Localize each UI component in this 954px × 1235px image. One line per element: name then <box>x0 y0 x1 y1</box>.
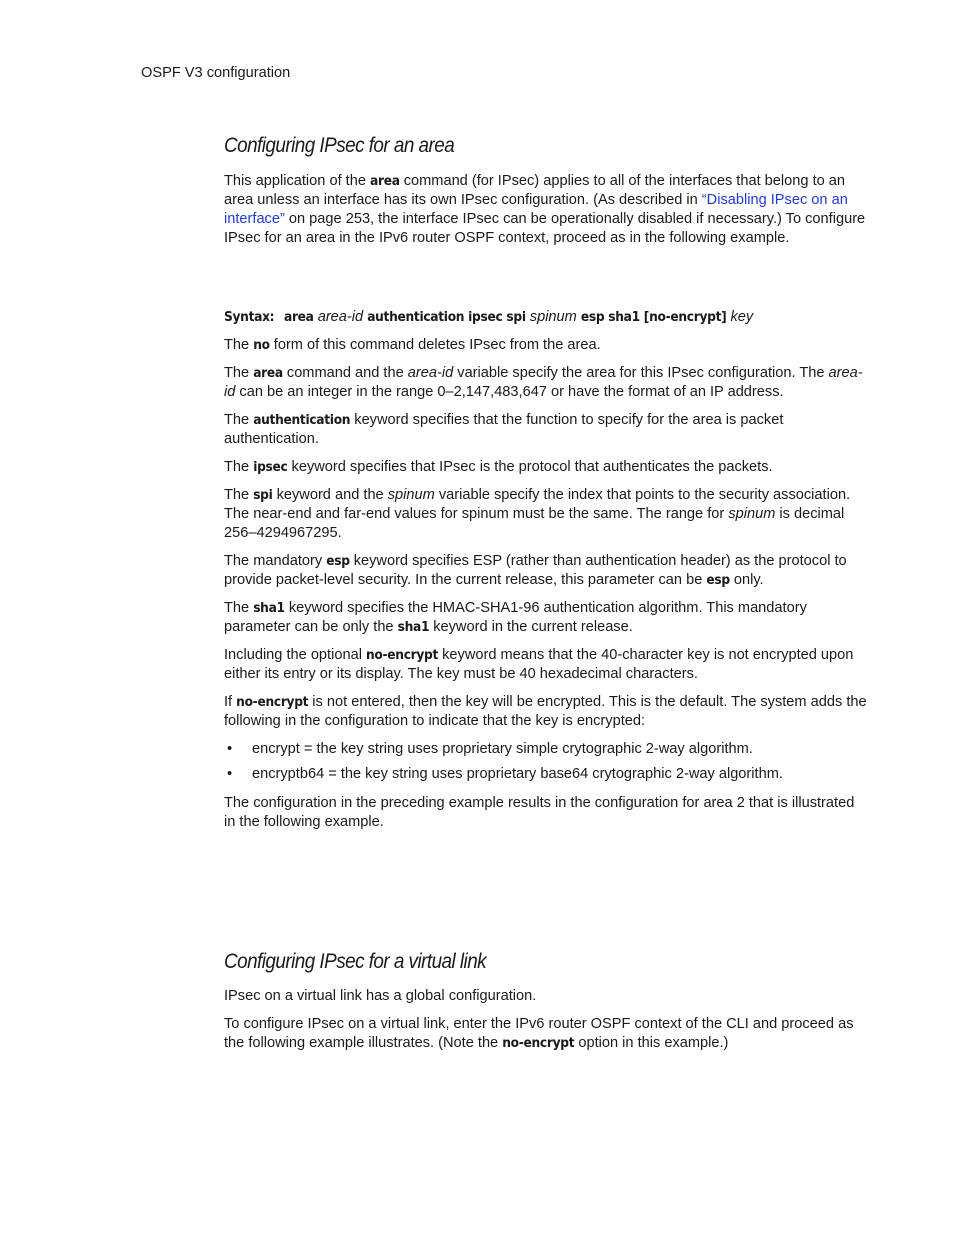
paragraph-authentication: The authentication keyword specifies that the function to specify for the area is packet authentication. <box>224 412 784 447</box>
running-head: OSPF V3 configuration <box>141 65 291 81</box>
paragraph-area: The area command and the area-id variable specify the area for this IPsec configuration. The area-id can be an integer in the range 0–2,147,483,647 or have the format of an IP address. <box>224 365 863 400</box>
paragraph-no: The no form of this command deletes IPsec from the area. <box>224 337 601 353</box>
paragraph-virtual-link-global: IPsec on a virtual link has a global configuration. <box>224 988 537 1004</box>
paragraph-esp: The mandatory esp keyword specifies ESP (rather than authentication header) as the protocol to provide packet-level security. In the current release, this parameter can be esp only. <box>224 553 847 588</box>
paragraph-virtual-link-configure: To configure IPsec on a virtual link, enter the IPv6 router OSPF context of the CLI and proceed as the following example illustrates. (Note the no-encrypt option in this example.) <box>224 1016 854 1051</box>
syntax-label: Syntax: <box>224 309 275 325</box>
area-intro-paragraph: This application of the area command (for IPsec) applies to all of the interfaces that belong to an area unless an interface has its own IPsec configuration. (As described in “Disabling IPsec on an interface” on page 253, the interface IPsec can be operationally disabled if necessary.) To configure IPsec for an area in the IPv6 router OSPF context, proceed as in the following example. <box>224 173 866 246</box>
section-heading-area: Configuring IPsec for an area <box>224 134 455 157</box>
section-ipsec-area <box>224 133 868 159</box>
paragraph-sha1: The sha1 keyword specifies the HMAC-SHA1-96 authentication algorithm. This mandatory parameter can be only the sha1 keyword in the current release. <box>224 600 807 635</box>
paragraph-if-not-entered: If no-encrypt is not entered, then the key will be encrypted. This is the default. The system adds the following in the configuration to indicate that the key is encrypted: <box>224 694 867 729</box>
encryption-bullet-list <box>224 740 868 784</box>
paragraph-result: The configuration in the preceding example results in the configuration for area 2 that is illustrated in the following example. <box>224 795 855 830</box>
keyword-area: area <box>370 173 400 189</box>
disabling-ipsec-link[interactable]: “Disabling IPsec on an interface” <box>224 192 848 227</box>
section-ipsec-virtual-link <box>224 949 868 975</box>
paragraph-no-encrypt: Including the optional no-encrypt keyword means that the 40-character key is not encrypted upon either its entry or its display. The key must be 40 hexadecimal characters. <box>224 647 854 682</box>
section-heading-virtual-link: Configuring IPsec for a virtual link <box>224 950 487 973</box>
paragraph-ipsec: The ipsec keyword specifies that IPsec is the protocol that authenticates the packets. <box>224 459 773 475</box>
bullet-icon: • <box>227 741 233 757</box>
bullet-icon: • <box>227 766 233 782</box>
paragraph-spi: The spi keyword and the spinum variable specify the index that points to the security association. The near-end and far-end values for spinum must be the same. The range for spinum is decimal 256–4294967295. <box>224 487 851 541</box>
virtual-link-body <box>224 987 868 1062</box>
syntax-block: Syntax: area area-id authentication ipsec spi spinum esp sha1 [no-encrypt] key The no form of this command deletes IPsec from the area. The area command and the area-id variable specify the area for this IPsec configuration. The area-id can be an integer in the range 0–2,147,483,647 or have the format of an IP address. The authentication keyword specifies that the function to specify for the area is packet authentication. The ipsec keyword specifies that IPsec is the protocol that authenticates the packets. The spi keyword and the spinum variable specify the index that points to the security association. The near-end and far-end values for spinum must be the same. The range for spinum is decimal 256–4294967295. The mandatory esp keyword specifies ESP (rather than authentication header) as the protocol to provide packet-level security. In the current release, this parameter can be esp only. The sha1 keyword specifies the HMAC-SHA1-96 authentication algorithm. This mandatory parameter can be only the sha1 keyword in the current release. Including the optional no-encrypt keyword means that the 40-character key is not encrypted upon either its entry or its display. The key must be 40 hexadecimal characters. If no-encrypt is not entered, then the key will be encrypted. This is the default. The system adds the following in the configuration to indicate that the key is encrypted: • encrypt = the key string uses proprietary simple crytographic 2-way algorithm. • encryptb64 = the key string uses proprietary base64 crytographic 2-way algorithm. The configuration in the preceding example results in the configuration for area 2 that is illustrated in the following example. <box>224 309 867 830</box>
list-item: • encrypt = the key string uses proprietary simple crytographic 2-way algorithm. <box>227 741 753 757</box>
list-item: • encryptb64 = the key string uses proprietary base64 crytographic 2-way algorithm. <box>227 766 783 782</box>
